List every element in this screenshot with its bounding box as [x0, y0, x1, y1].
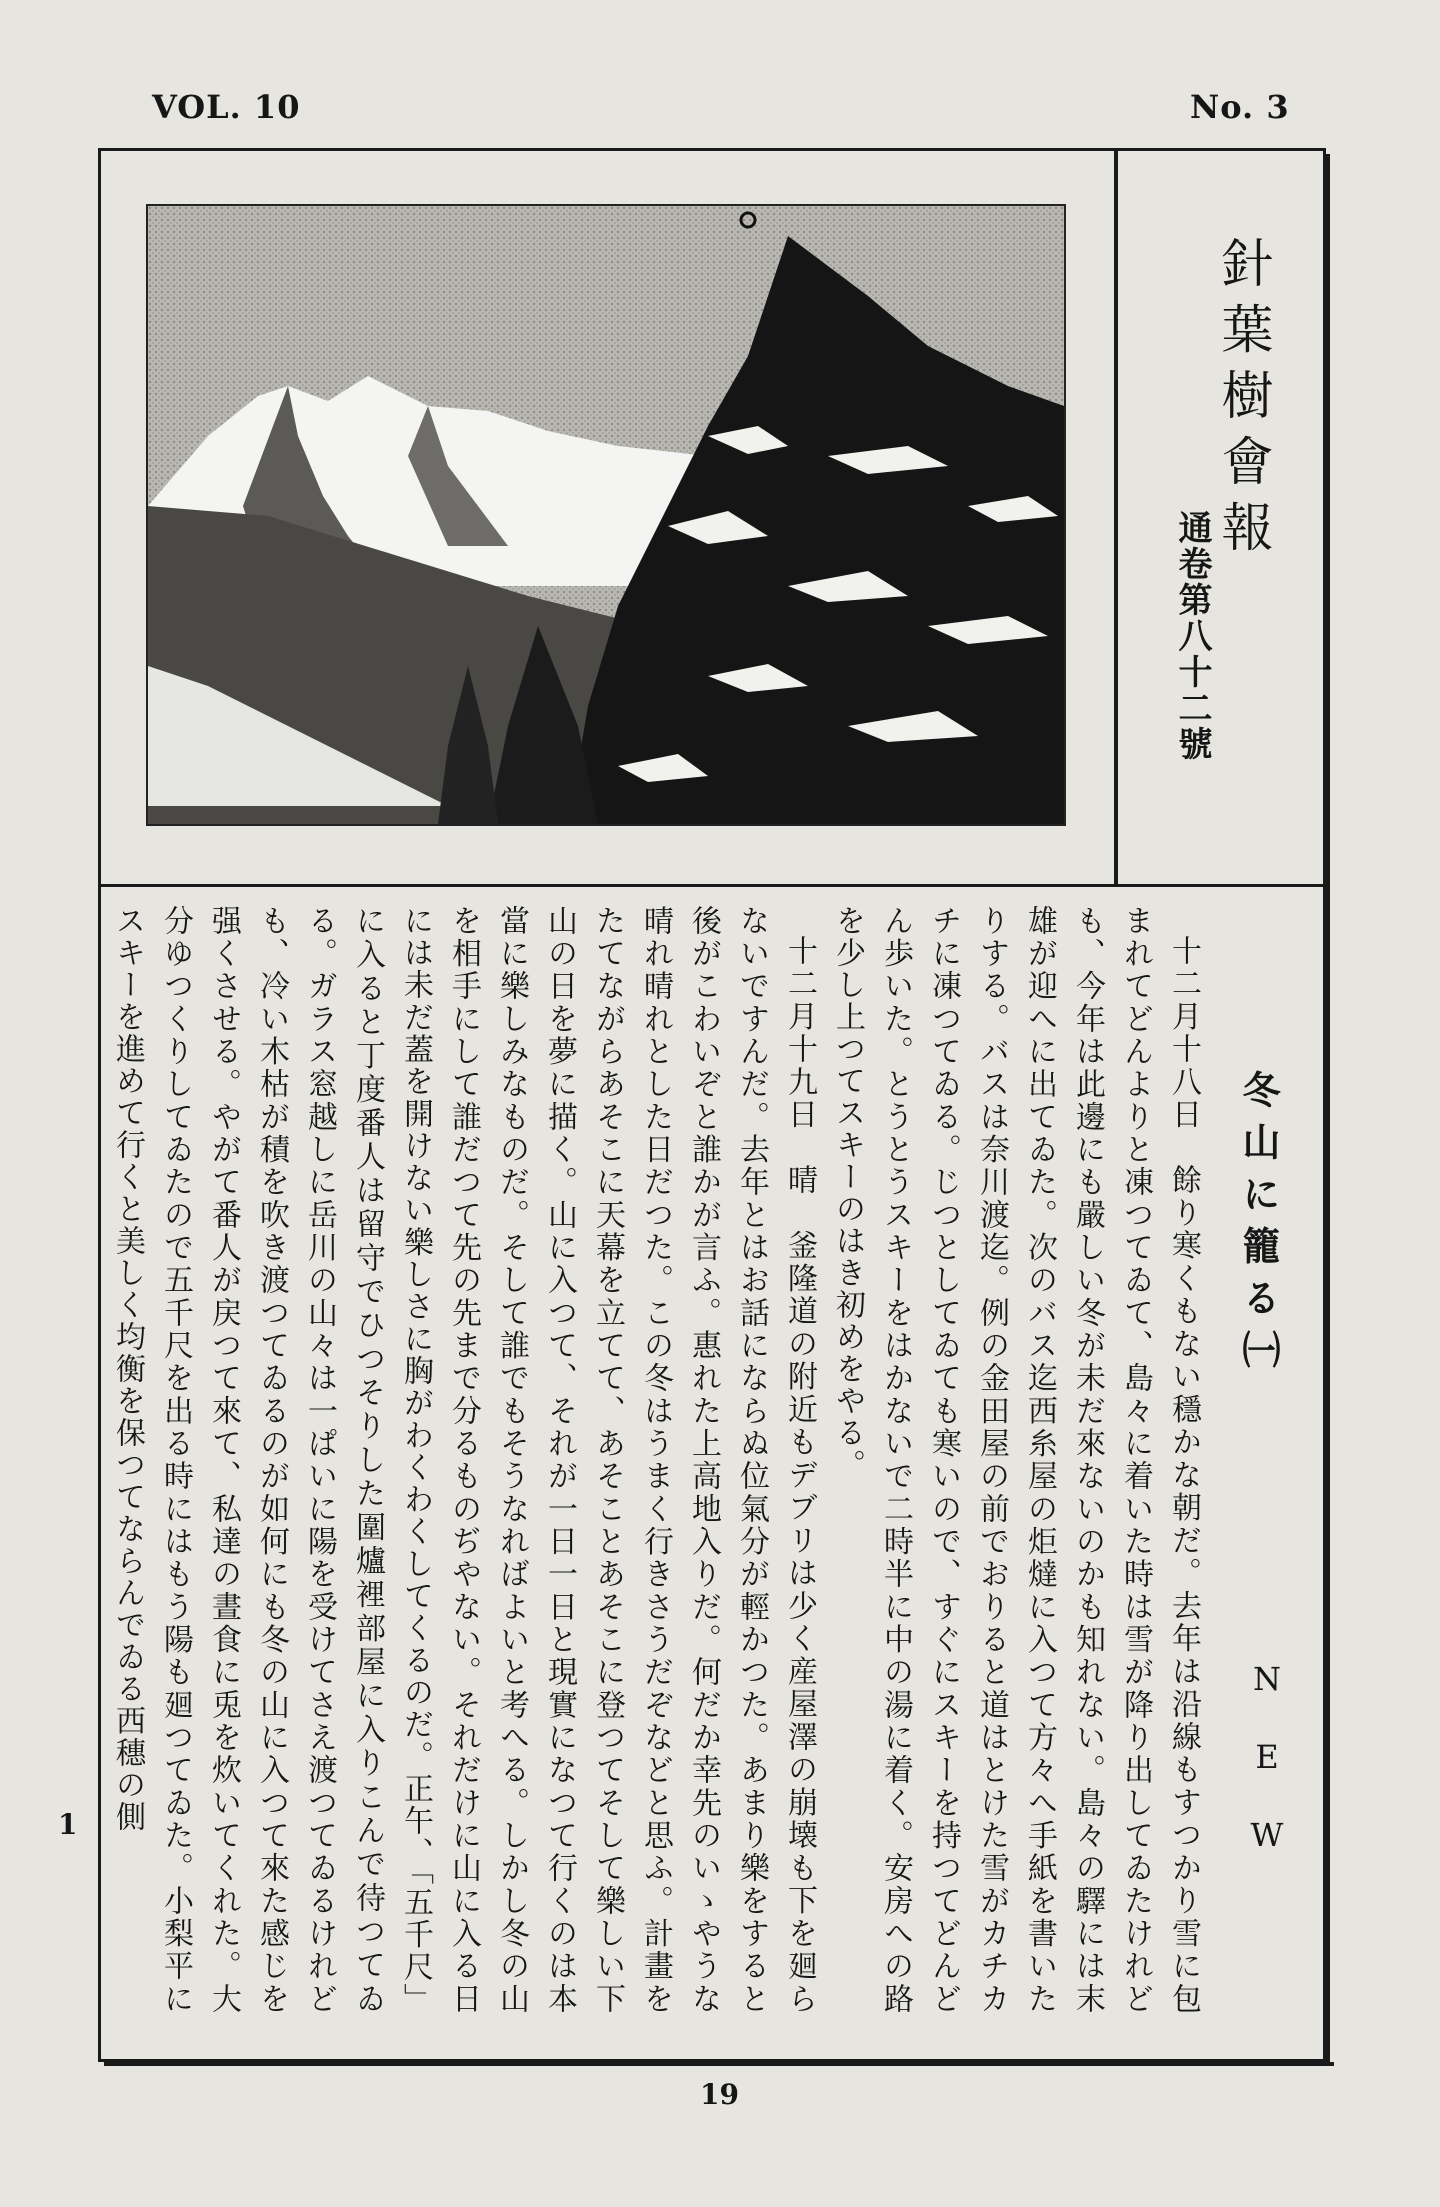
margin-mark: 1 — [58, 1808, 78, 1841]
article-body — [110, 905, 1207, 2015]
section-label: NEW — [1248, 1660, 1286, 1894]
paragraph: 十二月十八日 餘り寒くもない穩かな朝だ。去年は沿線もすつかり雪に包まれてどんよりと凍つてゐて、島々に着いた時は雪が降り出してゐたけれども、今年は此邊にも嚴しい冬が未だ來ないのかも知れない。島々の驛には末雄が迎へに出てゐた。次のバス迄西糸屋の炬燵に入つて方々へ手紙を書いたりする。バスは奈川渡迄。例の金田屋の前でおりると道はとけた雪がカチカチに凍つてゐる。じつとしてゐても寒いので、すぐにスキーを持つてどんどん歩いた。とうとうスキーをはかないで二時半に中の湯に着く。安房への路を少し上つてスキーのはき初めをやる。 — [830, 905, 1201, 2015]
mountain-woodcut-image — [148, 206, 1064, 824]
magazine-title: 針葉樹會報 — [1212, 236, 1272, 566]
vertical-divider — [1114, 151, 1118, 884]
cover-illustration — [146, 204, 1066, 826]
volume-label: VOL. 10 — [152, 88, 301, 126]
paragraph: 十二月十九日 晴 釜隆道の附近もデブリは少く産屋澤の崩壊も下を廻らないですんだ。去年とはお話にならぬ位氣分が輕かつた。あまり樂をすると後がこわいぞと誰かが言ふ。惠れた上高地入りだ。何だか幸先のいゝやうな晴れ晴れとした日だつた。この冬はうまく行きさうだぞなどと思ふ。計畫をたてながらあそこに天幕を立てて、あそことあそこに登つてそして樂しい下山の日を夢に描く。山に入つて、それが一日一日と現實になつて行くのは本當に樂しみなものだ。そして誰でもそうなればよいと考へる。しかし冬の山を相手にして誰だつて先の先まで分るものぢやない。それだけに山に入る日には未だ蓋を開けない樂しさに胸がわくわくしてくるのだ。正午、「五千尺」に入ると丁度番人は留守でひつそりした圍爐裡部屋に入りこんで待つてゐる。ガラス窓越しに岳川の山々は一ぱいに陽を受けてさえ渡つてゐるけれども、冷い木枯が積を吹き渡つてゐるのが如何にも冬の山に入つて來た感じを强くさせる。やがて番人が戻つて來て、私達の晝食に兎を炊いてくれた。大分ゆつくりしてゐたので五千尺を出る時にはもう陽も廻つてゐた。小梨平にスキーを進めて行くと美しく均衡を保つてならんでゐる西穗の側 — [110, 905, 817, 2015]
article-title: 冬山に籠る㈠ — [1236, 1070, 1281, 1382]
frame-shadow-bottom — [104, 2062, 1334, 2066]
page-number: 19 — [700, 2078, 739, 2111]
frame-shadow-right — [1326, 154, 1330, 2066]
issue-total-number: 通卷第八十二號 — [1172, 510, 1212, 762]
issue-number-label: No. 3 — [1190, 88, 1290, 126]
horizontal-divider — [101, 884, 1323, 887]
